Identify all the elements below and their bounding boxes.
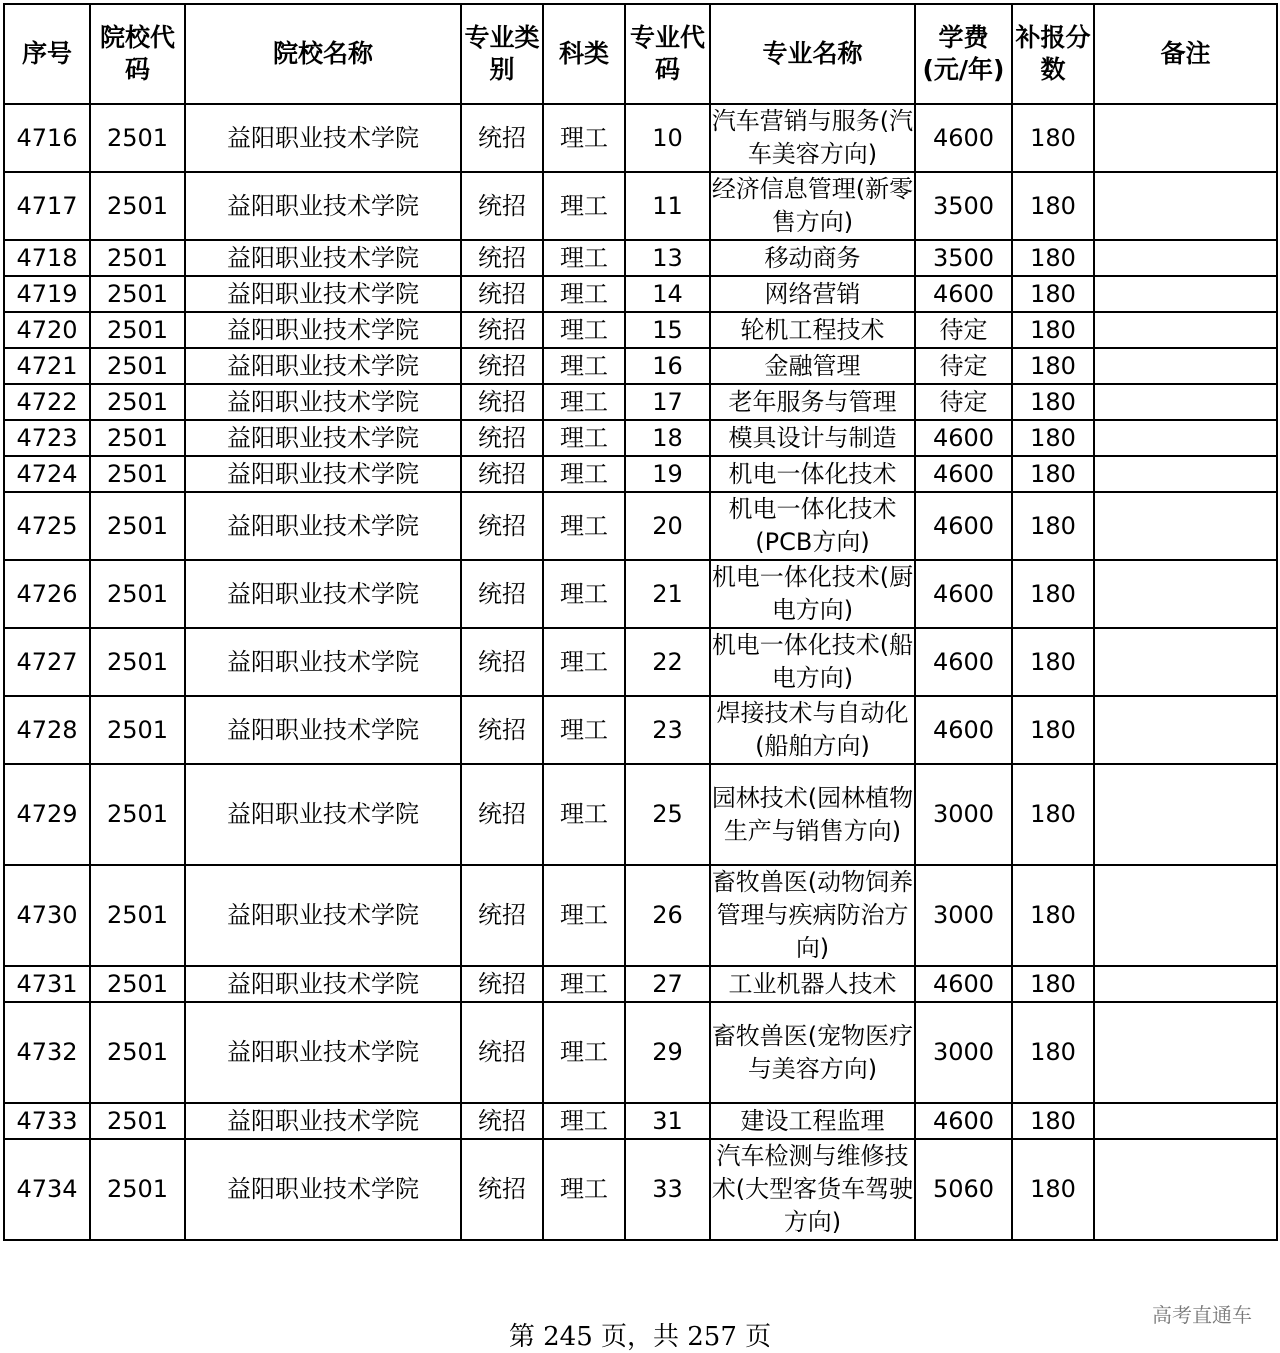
category-cell: 统招 bbox=[461, 348, 543, 384]
note-cell bbox=[1094, 492, 1277, 560]
major-name-cell: 机电一体化技术(PCB方向) bbox=[710, 492, 915, 560]
page-footer: 第 245 页，共 257 页 bbox=[508, 1322, 772, 1352]
table-body bbox=[4, 104, 1277, 1240]
seq-cell: 4716 bbox=[4, 104, 90, 172]
note-cell bbox=[1094, 1139, 1277, 1240]
major-name-cell: 汽车营销与服务(汽车美容方向) bbox=[710, 104, 915, 172]
subject-cell: 理工 bbox=[543, 628, 625, 696]
fee-cell: 3500 bbox=[915, 240, 1012, 276]
major-code-cell: 26 bbox=[625, 865, 710, 966]
fee-cell: 3000 bbox=[915, 1002, 1012, 1103]
fee-cell: 4600 bbox=[915, 696, 1012, 764]
subject-cell: 理工 bbox=[543, 1139, 625, 1240]
note-cell bbox=[1094, 966, 1277, 1002]
subject-cell: 理工 bbox=[543, 172, 625, 240]
header-fee: 学费(元/年) bbox=[915, 4, 1012, 104]
score-cell: 180 bbox=[1012, 240, 1094, 276]
note-cell bbox=[1094, 1103, 1277, 1139]
major-code-cell: 14 bbox=[625, 276, 710, 312]
major-code-cell: 22 bbox=[625, 628, 710, 696]
category-cell: 统招 bbox=[461, 1139, 543, 1240]
major-code-cell: 29 bbox=[625, 1002, 710, 1103]
major-name-cell: 建设工程监理 bbox=[710, 1103, 915, 1139]
category-cell: 统招 bbox=[461, 628, 543, 696]
category-cell: 统招 bbox=[461, 1103, 543, 1139]
header-major-code: 专业代码 bbox=[625, 4, 710, 104]
school-name-cell: 益阳职业技术学院 bbox=[185, 104, 461, 172]
category-cell: 统招 bbox=[461, 764, 543, 865]
major-code-cell: 11 bbox=[625, 172, 710, 240]
note-cell bbox=[1094, 456, 1277, 492]
major-code-cell: 17 bbox=[625, 384, 710, 420]
major-code-cell: 10 bbox=[625, 104, 710, 172]
subject-cell: 理工 bbox=[543, 240, 625, 276]
major-code-cell: 33 bbox=[625, 1139, 710, 1240]
school-code-cell: 2501 bbox=[90, 456, 185, 492]
school-code-cell: 2501 bbox=[90, 420, 185, 456]
table-header bbox=[4, 4, 1277, 104]
major-name-cell: 机电一体化技术 bbox=[710, 456, 915, 492]
school-name-cell: 益阳职业技术学院 bbox=[185, 1139, 461, 1240]
major-name-cell: 园林技术(园林植物生产与销售方向) bbox=[710, 764, 915, 865]
major-code-cell: 21 bbox=[625, 560, 710, 628]
category-cell: 统招 bbox=[461, 560, 543, 628]
school-name-cell: 益阳职业技术学院 bbox=[185, 1002, 461, 1103]
major-name-cell: 畜牧兽医(宠物医疗与美容方向) bbox=[710, 1002, 915, 1103]
header-category: 专业类别 bbox=[461, 4, 543, 104]
school-code-cell: 2501 bbox=[90, 312, 185, 348]
category-cell: 统招 bbox=[461, 456, 543, 492]
note-cell bbox=[1094, 240, 1277, 276]
school-code-cell: 2501 bbox=[90, 966, 185, 1002]
school-code-cell: 2501 bbox=[90, 172, 185, 240]
fee-cell: 4600 bbox=[915, 492, 1012, 560]
table-row bbox=[4, 966, 1277, 1002]
school-name-cell: 益阳职业技术学院 bbox=[185, 240, 461, 276]
subject-cell: 理工 bbox=[543, 420, 625, 456]
subject-cell: 理工 bbox=[543, 1002, 625, 1103]
school-code-cell: 2501 bbox=[90, 492, 185, 560]
fee-cell: 4600 bbox=[915, 420, 1012, 456]
score-cell: 180 bbox=[1012, 276, 1094, 312]
major-code-cell: 19 bbox=[625, 456, 710, 492]
table-row bbox=[4, 1139, 1277, 1240]
major-code-cell: 15 bbox=[625, 312, 710, 348]
note-cell bbox=[1094, 696, 1277, 764]
score-cell: 180 bbox=[1012, 966, 1094, 1002]
major-code-cell: 31 bbox=[625, 1103, 710, 1139]
fee-cell: 4600 bbox=[915, 628, 1012, 696]
note-cell bbox=[1094, 764, 1277, 865]
major-name-cell: 老年服务与管理 bbox=[710, 384, 915, 420]
table-row bbox=[4, 696, 1277, 764]
fee-cell: 5060 bbox=[915, 1139, 1012, 1240]
major-name-cell: 网络营销 bbox=[710, 276, 915, 312]
fee-cell: 待定 bbox=[915, 384, 1012, 420]
school-name-cell: 益阳职业技术学院 bbox=[185, 456, 461, 492]
subject-cell: 理工 bbox=[543, 560, 625, 628]
school-name-cell: 益阳职业技术学院 bbox=[185, 764, 461, 865]
watermark: 高考直通车 bbox=[1152, 1303, 1252, 1327]
score-cell: 180 bbox=[1012, 420, 1094, 456]
school-code-cell: 2501 bbox=[90, 104, 185, 172]
seq-cell: 4718 bbox=[4, 240, 90, 276]
note-cell bbox=[1094, 1002, 1277, 1103]
note-cell bbox=[1094, 104, 1277, 172]
subject-cell: 理工 bbox=[543, 966, 625, 1002]
table-row bbox=[4, 420, 1277, 456]
category-cell: 统招 bbox=[461, 696, 543, 764]
table-row bbox=[4, 1002, 1277, 1103]
school-name-cell: 益阳职业技术学院 bbox=[185, 384, 461, 420]
fee-cell: 4600 bbox=[915, 560, 1012, 628]
score-cell: 180 bbox=[1012, 1103, 1094, 1139]
score-cell: 180 bbox=[1012, 172, 1094, 240]
school-code-cell: 2501 bbox=[90, 240, 185, 276]
category-cell: 统招 bbox=[461, 276, 543, 312]
note-cell bbox=[1094, 420, 1277, 456]
table-row bbox=[4, 865, 1277, 966]
major-name-cell: 机电一体化技术(船电方向) bbox=[710, 628, 915, 696]
header-major-name: 专业名称 bbox=[710, 4, 915, 104]
subject-cell: 理工 bbox=[543, 456, 625, 492]
category-cell: 统招 bbox=[461, 172, 543, 240]
category-cell: 统招 bbox=[461, 104, 543, 172]
table-row bbox=[4, 312, 1277, 348]
subject-cell: 理工 bbox=[543, 312, 625, 348]
note-cell bbox=[1094, 312, 1277, 348]
score-cell: 180 bbox=[1012, 456, 1094, 492]
score-cell: 180 bbox=[1012, 348, 1094, 384]
major-name-cell: 畜牧兽医(动物饲养管理与疾病防治方向) bbox=[710, 865, 915, 966]
major-name-cell: 经济信息管理(新零售方向) bbox=[710, 172, 915, 240]
subject-cell: 理工 bbox=[543, 276, 625, 312]
subject-cell: 理工 bbox=[543, 348, 625, 384]
seq-cell: 4723 bbox=[4, 420, 90, 456]
header-score: 补报分数 bbox=[1012, 4, 1094, 104]
school-code-cell: 2501 bbox=[90, 560, 185, 628]
school-name-cell: 益阳职业技术学院 bbox=[185, 865, 461, 966]
school-code-cell: 2501 bbox=[90, 1002, 185, 1103]
note-cell bbox=[1094, 384, 1277, 420]
school-code-cell: 2501 bbox=[90, 1103, 185, 1139]
fee-cell: 待定 bbox=[915, 312, 1012, 348]
note-cell bbox=[1094, 276, 1277, 312]
school-code-cell: 2501 bbox=[90, 1139, 185, 1240]
admissions-table bbox=[3, 3, 1278, 1241]
major-name-cell: 工业机器人技术 bbox=[710, 966, 915, 1002]
score-cell: 180 bbox=[1012, 628, 1094, 696]
table-row bbox=[4, 348, 1277, 384]
school-code-cell: 2501 bbox=[90, 628, 185, 696]
school-name-cell: 益阳职业技术学院 bbox=[185, 560, 461, 628]
school-name-cell: 益阳职业技术学院 bbox=[185, 966, 461, 1002]
seq-cell: 4732 bbox=[4, 1002, 90, 1103]
fee-cell: 4600 bbox=[915, 104, 1012, 172]
major-code-cell: 27 bbox=[625, 966, 710, 1002]
note-cell bbox=[1094, 172, 1277, 240]
seq-cell: 4725 bbox=[4, 492, 90, 560]
subject-cell: 理工 bbox=[543, 1103, 625, 1139]
school-code-cell: 2501 bbox=[90, 696, 185, 764]
major-code-cell: 18 bbox=[625, 420, 710, 456]
major-name-cell: 移动商务 bbox=[710, 240, 915, 276]
fee-cell: 4600 bbox=[915, 456, 1012, 492]
subject-cell: 理工 bbox=[543, 764, 625, 865]
seq-cell: 4733 bbox=[4, 1103, 90, 1139]
school-code-cell: 2501 bbox=[90, 348, 185, 384]
table-row bbox=[4, 628, 1277, 696]
fee-cell: 3500 bbox=[915, 172, 1012, 240]
seq-cell: 4730 bbox=[4, 865, 90, 966]
category-cell: 统招 bbox=[461, 240, 543, 276]
score-cell: 180 bbox=[1012, 764, 1094, 865]
major-code-cell: 23 bbox=[625, 696, 710, 764]
header-subject: 科类 bbox=[543, 4, 625, 104]
fee-cell: 3000 bbox=[915, 764, 1012, 865]
category-cell: 统招 bbox=[461, 312, 543, 348]
seq-cell: 4729 bbox=[4, 764, 90, 865]
score-cell: 180 bbox=[1012, 696, 1094, 764]
school-name-cell: 益阳职业技术学院 bbox=[185, 628, 461, 696]
major-name-cell: 焊接技术与自动化(船舶方向) bbox=[710, 696, 915, 764]
subject-cell: 理工 bbox=[543, 492, 625, 560]
category-cell: 统招 bbox=[461, 966, 543, 1002]
school-code-cell: 2501 bbox=[90, 276, 185, 312]
table-row bbox=[4, 276, 1277, 312]
category-cell: 统招 bbox=[461, 492, 543, 560]
category-cell: 统招 bbox=[461, 865, 543, 966]
subject-cell: 理工 bbox=[543, 384, 625, 420]
seq-cell: 4728 bbox=[4, 696, 90, 764]
seq-cell: 4727 bbox=[4, 628, 90, 696]
seq-cell: 4731 bbox=[4, 966, 90, 1002]
school-name-cell: 益阳职业技术学院 bbox=[185, 492, 461, 560]
school-name-cell: 益阳职业技术学院 bbox=[185, 172, 461, 240]
table-row bbox=[4, 172, 1277, 240]
note-cell bbox=[1094, 560, 1277, 628]
school-name-cell: 益阳职业技术学院 bbox=[185, 312, 461, 348]
note-cell bbox=[1094, 348, 1277, 384]
header-note: 备注 bbox=[1094, 4, 1277, 104]
school-name-cell: 益阳职业技术学院 bbox=[185, 1103, 461, 1139]
header-row bbox=[4, 4, 1277, 104]
major-name-cell: 机电一体化技术(厨电方向) bbox=[710, 560, 915, 628]
table-row bbox=[4, 764, 1277, 865]
school-name-cell: 益阳职业技术学院 bbox=[185, 420, 461, 456]
fee-cell: 4600 bbox=[915, 966, 1012, 1002]
seq-cell: 4719 bbox=[4, 276, 90, 312]
table-row bbox=[4, 456, 1277, 492]
table-row bbox=[4, 492, 1277, 560]
major-name-cell: 轮机工程技术 bbox=[710, 312, 915, 348]
subject-cell: 理工 bbox=[543, 104, 625, 172]
table-row bbox=[4, 560, 1277, 628]
note-cell bbox=[1094, 628, 1277, 696]
major-name-cell: 金融管理 bbox=[710, 348, 915, 384]
fee-cell: 4600 bbox=[915, 1103, 1012, 1139]
major-code-cell: 20 bbox=[625, 492, 710, 560]
seq-cell: 4721 bbox=[4, 348, 90, 384]
score-cell: 180 bbox=[1012, 1002, 1094, 1103]
score-cell: 180 bbox=[1012, 1139, 1094, 1240]
score-cell: 180 bbox=[1012, 865, 1094, 966]
category-cell: 统招 bbox=[461, 384, 543, 420]
header-seq: 序号 bbox=[4, 4, 90, 104]
header-school-name: 院校名称 bbox=[185, 4, 461, 104]
major-code-cell: 25 bbox=[625, 764, 710, 865]
fee-cell: 待定 bbox=[915, 348, 1012, 384]
score-cell: 180 bbox=[1012, 312, 1094, 348]
school-name-cell: 益阳职业技术学院 bbox=[185, 348, 461, 384]
major-name-cell: 模具设计与制造 bbox=[710, 420, 915, 456]
table-row bbox=[4, 1103, 1277, 1139]
score-cell: 180 bbox=[1012, 560, 1094, 628]
note-cell bbox=[1094, 865, 1277, 966]
score-cell: 180 bbox=[1012, 492, 1094, 560]
seq-cell: 4717 bbox=[4, 172, 90, 240]
fee-cell: 4600 bbox=[915, 276, 1012, 312]
school-name-cell: 益阳职业技术学院 bbox=[185, 276, 461, 312]
score-cell: 180 bbox=[1012, 104, 1094, 172]
school-code-cell: 2501 bbox=[90, 384, 185, 420]
school-code-cell: 2501 bbox=[90, 865, 185, 966]
table-row bbox=[4, 240, 1277, 276]
school-code-cell: 2501 bbox=[90, 764, 185, 865]
seq-cell: 4734 bbox=[4, 1139, 90, 1240]
table-row bbox=[4, 104, 1277, 172]
seq-cell: 4720 bbox=[4, 312, 90, 348]
major-name-cell: 汽车检测与维修技术(大型客货车驾驶方向) bbox=[710, 1139, 915, 1240]
seq-cell: 4722 bbox=[4, 384, 90, 420]
subject-cell: 理工 bbox=[543, 865, 625, 966]
school-name-cell: 益阳职业技术学院 bbox=[185, 696, 461, 764]
fee-cell: 3000 bbox=[915, 865, 1012, 966]
category-cell: 统招 bbox=[461, 420, 543, 456]
header-school-code: 院校代码 bbox=[90, 4, 185, 104]
category-cell: 统招 bbox=[461, 1002, 543, 1103]
table-row bbox=[4, 384, 1277, 420]
major-code-cell: 13 bbox=[625, 240, 710, 276]
subject-cell: 理工 bbox=[543, 696, 625, 764]
seq-cell: 4726 bbox=[4, 560, 90, 628]
score-cell: 180 bbox=[1012, 384, 1094, 420]
major-code-cell: 16 bbox=[625, 348, 710, 384]
seq-cell: 4724 bbox=[4, 456, 90, 492]
